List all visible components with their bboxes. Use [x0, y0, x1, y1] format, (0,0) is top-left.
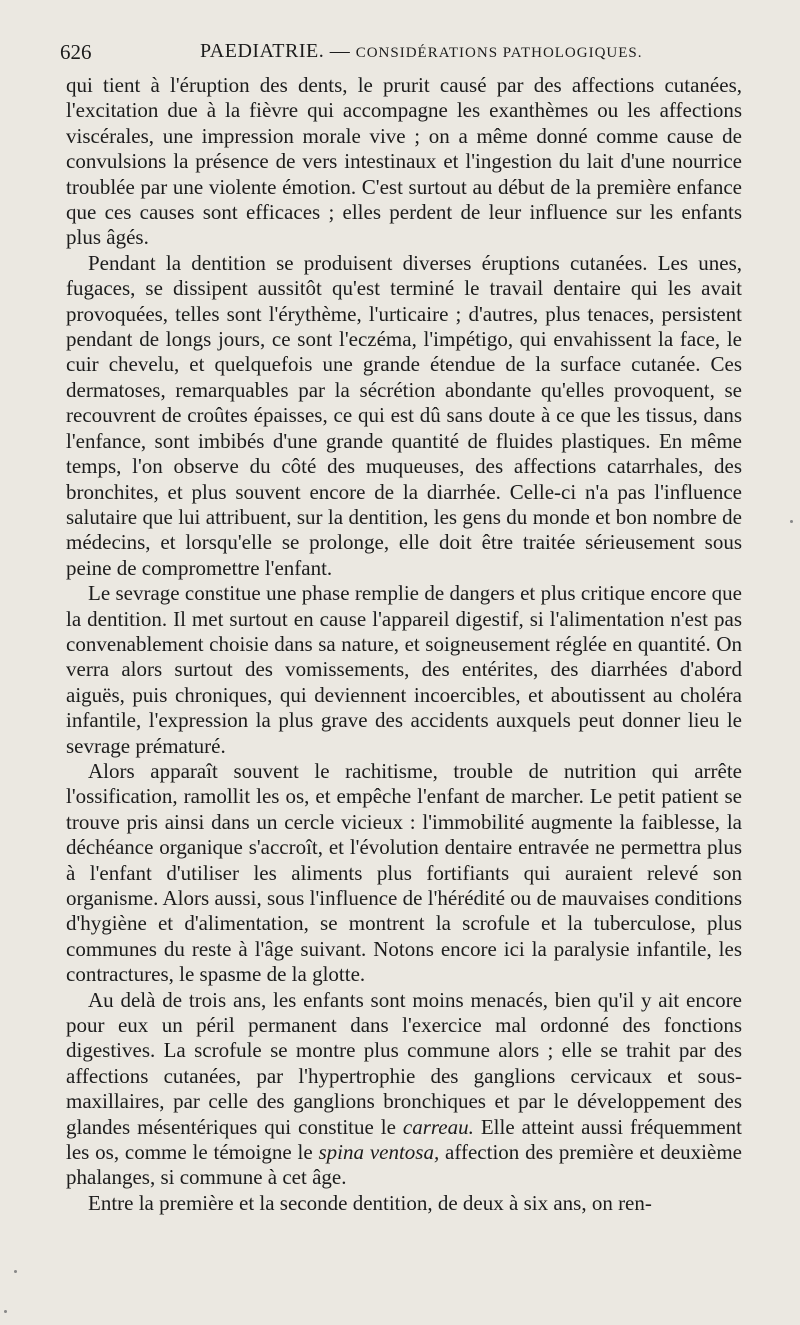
italic-spina-ventosa: spina ventosa, — [318, 1140, 440, 1165]
paper-speck — [790, 520, 793, 523]
paragraph-3: Le sevrage constitue une phase remplie de dangers et plus critique encore que la dentition. Il met surtout en cause l'appareil digestif, si l'alimentation n'est pas convenablement choisie dans sa nature, et soigneusement réglée en quantité. On verra alors surtout des vomissements, des entérites, des diarrhées d'abord aiguës, puis chroniques, qui deviennent incoercibles, et aboutissent au choléra infantile, l'expression la plus grave des accidents auxquels peut donner lieu le sevrage prématuré. — [66, 581, 742, 758]
body-text — [66, 73, 742, 1216]
running-head-title: PAEDIATRIE. — [200, 40, 325, 62]
paragraph-6: Entre la première et la seconde dentition, de deux à six ans, on ren- — [88, 1190, 652, 1215]
paper-speck — [14, 1270, 17, 1273]
paragraph-5 — [66, 988, 742, 1191]
paper-speck — [4, 1310, 7, 1313]
paragraph-5-part-2: Elle atteint aussi fréquemment les os, comme le témoigne le — [66, 1114, 743, 1165]
running-head — [200, 40, 643, 63]
italic-carreau: carreau. — [402, 1114, 474, 1139]
paragraph-5-part-3: affection des première et deuxième phalanges, si commune à cet âge. — [66, 1140, 742, 1190]
page-number: 626 — [60, 40, 92, 64]
paragraph-5-part-1: Au delà de trois ans, les enfants sont moins menacés, bien qu'il y ait encore pour eux un péril permanent dans l'exercice mal ordonné des fonctions digestives. La scrofule se montre plus commune alors ; elle se trahit par des affections cutanées, par l'hypertrophie des ganglions cervicaux et sous-maxillaires, par celle des ganglions bronchiques et par le développement des glandes mésentériques qui constitue le — [66, 987, 742, 1139]
paragraph-2: Pendant la dentition se produisent diverses éruptions cutanées. Les unes, fugaces, se dissipent aussitôt qu'est terminé le travail dentaire qui les avait provoquées, telles sont l'érythème, l'urticaire ; d'autres, plus tenaces, persistent pendant de longs jours, ce sont l'eczéma, l'impétigo, qui envahissent la face, le cuir chevelu, et quelquefois une grande étendue de la surface cutanée. Ces dermatoses, remarquables par la sécrétion abondante qu'elles provoquent, se recouvrent de croûtes épaisses, ce qui est dû sans doute à ce que les tissus, dans l'enfance, sont imbibés d'une grande quantité de fluides plastiques. En même temps, l'on observe du côté des muqueuses, des affections catarrhales, des bronchites, et plus souvent encore de la diarrhée. Celle-ci n'a pas l'influence salutaire que lui attribuent, sur la dentition, les gens du monde et bon nombre de médecins, et lorsqu'elle se prolonge, elle doit être traitée sérieusement sous peine de compromettre l'enfant. — [66, 250, 742, 580]
running-head-dash: — — [329, 40, 351, 62]
paragraph-1: qui tient à l'éruption des dents, le prurit causé par des affections cutanées, l'excitation due à la fièvre qui accompagne les exanthèmes ou les affections viscérales, une impression morale vive ; on a même donné comme cause de convulsions la présence de vers intestinaux et l'ingestion du lait d'une nourrice troublée par une violente émotion. C'est surtout au début de la première enfance que ces causes sont efficaces ; elles perdent de leur influence sur les enfants plus âgés. — [66, 73, 742, 250]
running-head-subtitle: CONSIDÉRATIONS PATHOLOGIQUES. — [355, 45, 643, 61]
paragraph-4: Alors apparaît souvent le rachitisme, trouble de nutrition qui arrête l'ossification, ramollit les os, et empêche l'enfant de marcher. Le petit patient se trouve pris ainsi dans un cercle vicieux : l'immobilité augmente la faiblesse, la déchéance organique s'accroît, et l'évolution dentaire entravée ne permettra plus à l'enfant d'utiliser les aliments plus fortifiants qui auraient relevé son organisme. Alors aussi, sous l'influence de l'hérédité ou de mauvaises conditions d'hygiène et d'alimentation, se montrent la scrofule et la tuberculose, plus communes du reste à l'âge suivant. Notons encore ici la paralysie infantile, les contractures, le spasme de la glotte. — [66, 758, 742, 987]
page-header — [60, 40, 750, 70]
